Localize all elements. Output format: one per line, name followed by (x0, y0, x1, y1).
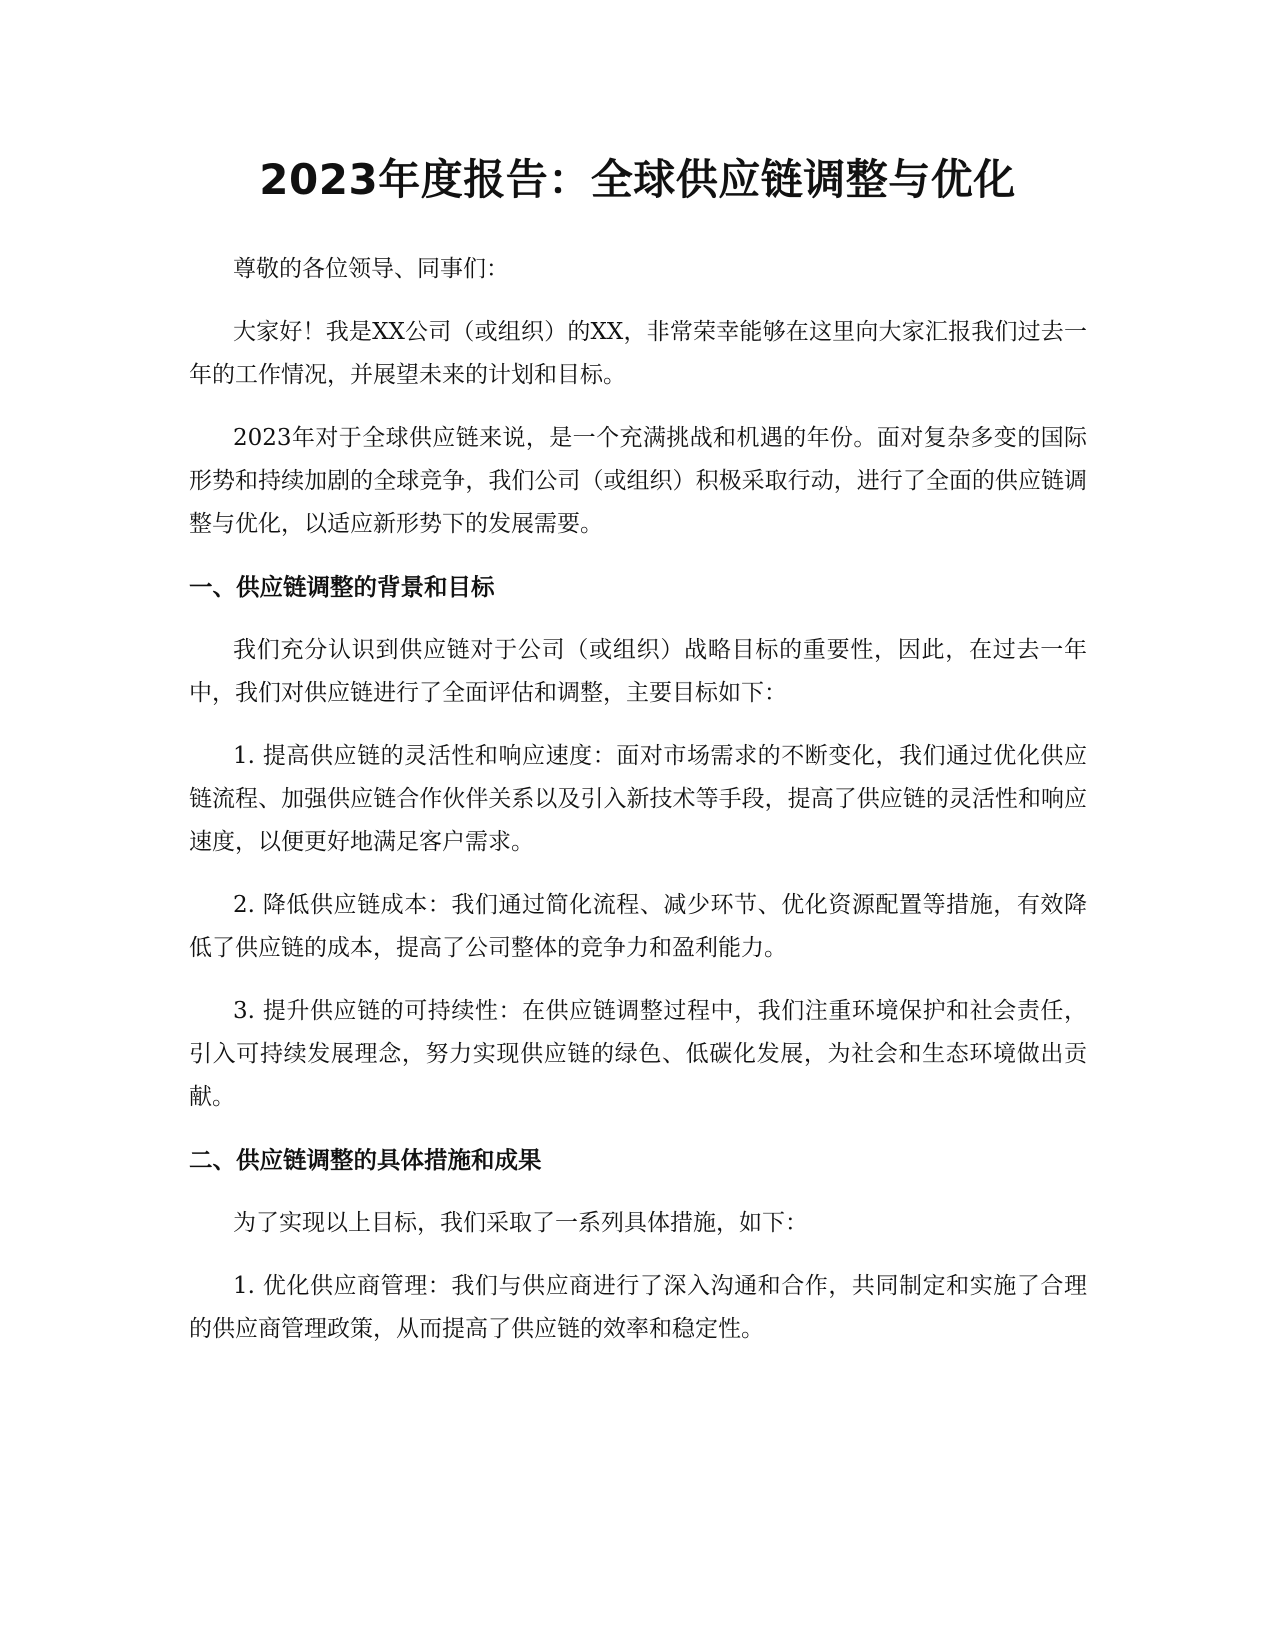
section-heading: 一、供应链调整的背景和目标 (189, 573, 495, 601)
list-item: 3. 提升供应链的可持续性：在供应链调整过程中，我们注重环境保护和社会责任，引入可持续发展理念，努力实现供应链的绿色、低碳化发展，为社会和生态环境做出贡献。 (189, 998, 1087, 1110)
overview-paragraph: 2023年对于全球供应链来说，是一个充满挑战和机遇的年份。面对复杂多变的国际形势和持续加剧的全球竞争，我们公司（或组织）积极采取行动，进行了全面的供应链调整与优化，以适应新形势下的发展需要。 (189, 425, 1087, 537)
document-body (189, 248, 1087, 1371)
section-lead-paragraph: 我们充分认识到供应链对于公司（或组织）战略目标的重要性，因此，在过去一年中，我们对供应链进行了全面评估和调整，主要目标如下： (189, 637, 1087, 706)
section-lead-paragraph: 为了实现以上目标，我们采取了一系列具体措施，如下： (233, 1210, 808, 1236)
list-item: 1. 提高供应链的灵活性和响应速度：面对市场需求的不断变化，我们通过优化供应链流程、加强供应链合作伙伴关系以及引入新技术等手段，提高了供应链的灵活性和响应速度，以便更好地满足客户需求。 (189, 743, 1087, 855)
document-title: 2023年度报告：全球供应链调整与优化 (259, 155, 1016, 204)
section-heading: 二、供应链调整的具体措施和成果 (189, 1146, 542, 1174)
intro-paragraph: 大家好！我是XX公司（或组织）的XX，非常荣幸能够在这里向大家汇报我们过去一年的工作情况，并展望未来的计划和目标。 (189, 319, 1087, 388)
list-item: 2. 降低供应链成本：我们通过简化流程、减少环节、优化资源配置等措施，有效降低了供应链的成本，提高了公司整体的竞争力和盈利能力。 (189, 892, 1087, 961)
list-item: 1. 优化供应商管理：我们与供应商进行了深入沟通和合作，共同制定和实施了合理的供应商管理政策，从而提高了供应链的效率和稳定性。 (189, 1273, 1087, 1342)
greeting-paragraph: 尊敬的各位领导、同事们： (233, 256, 509, 282)
